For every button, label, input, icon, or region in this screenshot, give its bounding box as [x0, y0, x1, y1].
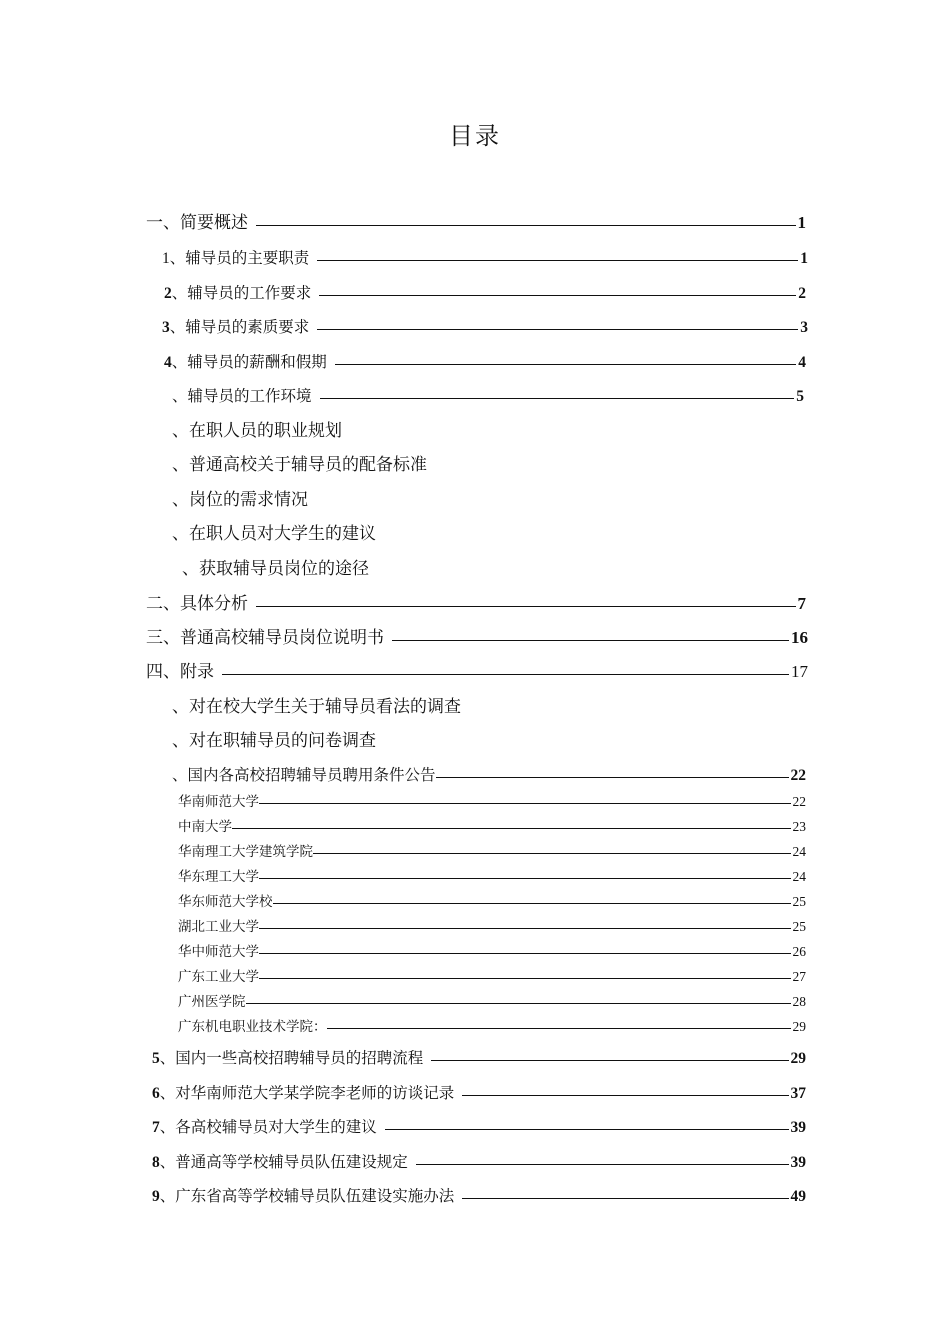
toc-entry-page: 27 — [792, 969, 806, 984]
toc-entry[interactable] — [172, 519, 376, 544]
toc-entry-label: 广东工业大学 — [178, 969, 259, 985]
toc-entry-page: 37 — [790, 1085, 806, 1102]
toc-entry-label: 中南大学 — [178, 819, 232, 835]
toc-entry-label: 、国内一些高校招聘辅导员的招聘流程 — [159, 1049, 424, 1067]
toc-entry-label: 、辅导员的主要职责 — [169, 249, 310, 267]
toc-entry-number: 4 — [164, 354, 172, 371]
toc-entry[interactable] — [164, 281, 806, 303]
toc-entry-label: 、普通高校关于辅导员的配备标准 — [172, 455, 427, 475]
toc-entry[interactable] — [146, 589, 806, 614]
toc-leader — [317, 329, 798, 330]
toc-entry-page: 25 — [792, 894, 806, 909]
toc-entry[interactable] — [172, 692, 461, 717]
toc-entry-page: 4 — [798, 354, 806, 371]
toc-entry-number: 6 — [152, 1085, 160, 1102]
toc-leader — [327, 1028, 791, 1029]
toc-entry-number: 2 — [164, 285, 172, 302]
toc-leader — [222, 674, 789, 675]
toc-entry-page: 22 — [792, 794, 806, 809]
page-title: 目录 — [449, 122, 501, 150]
toc-entry[interactable] — [182, 554, 369, 579]
toc-entry-number: 5 — [152, 1050, 160, 1067]
toc-leader — [392, 640, 789, 641]
toc-leader — [335, 364, 796, 365]
toc-entry-label: 一、简要概述 — [146, 213, 248, 233]
toc-entry[interactable] — [172, 416, 342, 441]
toc-entry-label: 华南理工大学建筑学院 — [178, 844, 313, 860]
toc-entry-page: 39 — [790, 1119, 806, 1136]
toc-entry[interactable] — [146, 208, 806, 233]
toc-entry-page: 22 — [790, 767, 806, 784]
toc-entry[interactable] — [178, 890, 806, 910]
toc-leader — [259, 953, 791, 954]
toc-entry-page: 16 — [791, 628, 808, 647]
toc-entry[interactable] — [178, 865, 806, 885]
toc-entry[interactable] — [178, 790, 806, 810]
toc-leader — [436, 777, 789, 778]
toc-entry[interactable] — [178, 965, 806, 985]
toc-entry-label: 四、附录 — [146, 662, 214, 682]
toc-entry[interactable] — [152, 1046, 806, 1068]
toc-leader — [256, 225, 796, 226]
toc-leader — [431, 1060, 788, 1061]
toc-leader — [462, 1198, 788, 1199]
toc-leader — [462, 1095, 788, 1096]
toc-entry-page: 3 — [800, 319, 808, 336]
toc-entry[interactable] — [162, 315, 808, 337]
toc-leader — [320, 398, 795, 399]
toc-entry-label: 、普通高等学校辅导员队伍建设规定 — [159, 1153, 408, 1171]
toc-entry-label: 、对华南师范大学某学院李老师的访谈记录 — [159, 1084, 455, 1102]
toc-leader — [232, 828, 791, 829]
toc-entry-label: 三、普通高校辅导员岗位说明书 — [146, 628, 384, 648]
toc-entry[interactable] — [178, 840, 806, 860]
toc-entry[interactable] — [152, 1081, 806, 1103]
toc-entry-label: 、对在校大学生关于辅导员看法的调查 — [172, 697, 461, 717]
toc-entry-number: 7 — [152, 1119, 160, 1136]
toc-entry-label: 华东理工大学 — [178, 869, 259, 885]
toc-entry-page: 26 — [792, 944, 806, 959]
toc-entry-label: 华中师范大学 — [178, 944, 259, 960]
toc-entry-label: 、各高校辅导员对大学生的建议 — [159, 1118, 377, 1136]
toc-entry-label: 二、具体分析 — [146, 594, 248, 614]
toc-entry[interactable] — [178, 1015, 806, 1035]
toc-leader — [385, 1129, 789, 1130]
toc-entry-label: 、岗位的需求情况 — [172, 490, 308, 510]
toc-entry-page: 7 — [797, 594, 806, 613]
toc-entry-label: 湖北工业大学 — [178, 919, 259, 935]
toc-entry-number: 1 — [162, 250, 170, 267]
toc-leader — [313, 853, 791, 854]
toc-entry-page: 28 — [792, 994, 806, 1009]
toc-entry-label: 、在职人员的职业规划 — [172, 421, 342, 441]
toc-entry-label: 、国内各高校招聘辅导员聘用条件公告 — [172, 766, 436, 784]
toc-entry[interactable] — [172, 726, 376, 751]
toc-entry[interactable] — [172, 450, 427, 475]
toc-entry[interactable] — [164, 350, 806, 372]
toc-entry-page: 49 — [790, 1188, 806, 1205]
toc-entry[interactable] — [162, 246, 808, 268]
toc-entry-page: 29 — [790, 1050, 806, 1067]
toc-entry-label: 、获取辅导员岗位的途径 — [182, 559, 369, 579]
toc-entry[interactable] — [172, 485, 308, 510]
toc-entry-label: 、辅导员的素质要求 — [169, 318, 310, 336]
toc-entry-page: 25 — [792, 919, 806, 934]
toc-entry-label: 、辅导员的薪酬和假期 — [171, 353, 327, 371]
toc-entry-label: 、辅导员的工作环境 — [172, 387, 312, 405]
toc-entry-page: 2 — [798, 285, 806, 302]
toc-leader — [256, 606, 796, 607]
toc-leader — [246, 1003, 791, 1004]
toc-leader — [259, 803, 791, 804]
toc-entry-number: 8 — [152, 1154, 160, 1171]
toc-entry-label: 、在职人员对大学生的建议 — [172, 524, 376, 544]
toc-leader — [319, 295, 796, 296]
toc-entry[interactable] — [152, 1150, 806, 1172]
toc-entry-label: 广州医学院 — [178, 994, 246, 1010]
toc-entry-page: 5 — [796, 388, 804, 405]
toc-entry-number: 3 — [162, 319, 170, 336]
toc-entry[interactable] — [146, 657, 808, 682]
toc-entry[interactable] — [172, 384, 804, 406]
toc-entry[interactable] — [178, 815, 806, 835]
toc-entry[interactable] — [178, 940, 806, 960]
toc-entry[interactable] — [152, 1184, 806, 1206]
toc-entry-page: 23 — [792, 819, 806, 834]
toc-entry-page: 17 — [791, 662, 808, 681]
toc-entry[interactable] — [178, 990, 806, 1010]
toc-entry[interactable] — [146, 623, 808, 648]
toc-leader — [259, 928, 791, 929]
toc-leader — [259, 978, 791, 979]
toc-entry[interactable] — [172, 763, 806, 785]
toc-entry-page: 24 — [792, 869, 806, 884]
toc-leader — [317, 260, 798, 261]
toc-entry-page: 1 — [800, 250, 808, 267]
toc-entry-page: 29 — [792, 1019, 806, 1034]
toc-entry-number: 9 — [152, 1188, 160, 1205]
toc-leader — [416, 1164, 789, 1165]
toc-entry-label: 、对在职辅导员的问卷调查 — [172, 731, 376, 751]
toc-entry-page: 1 — [797, 213, 806, 232]
toc-entry-label: 、辅导员的工作要求 — [171, 284, 312, 302]
toc-entry-label: 华南师范大学 — [178, 794, 259, 810]
toc-leader — [273, 903, 791, 904]
toc-leader — [259, 878, 791, 879]
toc-entry-label: 华东师范大学校 — [178, 894, 273, 910]
toc-entry-label: 广东机电职业技术学院： — [178, 1019, 327, 1035]
toc-entry-label: 、广东省高等学校辅导员队伍建设实施办法 — [159, 1187, 455, 1205]
toc-entry[interactable] — [152, 1115, 806, 1137]
toc-entry[interactable] — [178, 915, 806, 935]
toc-entry-page: 24 — [792, 844, 806, 859]
toc-entry-page: 39 — [790, 1154, 806, 1171]
